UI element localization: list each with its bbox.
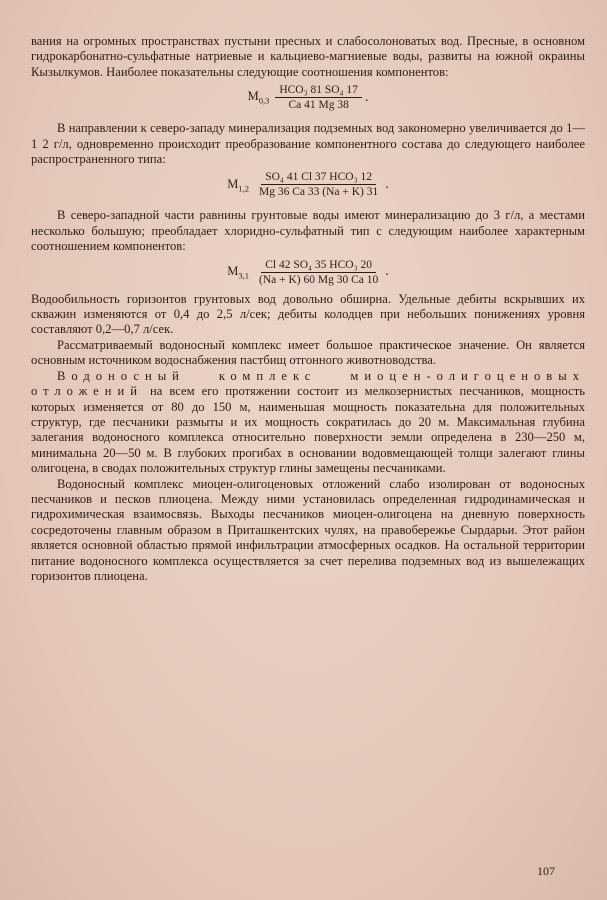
formula-2-lead: $M_{1,2}$ [227, 176, 249, 194]
formula-1-denominator: Ca 41 Mg 38 [288, 99, 349, 112]
paragraph-3: В северо-западной части равнины грунтовые воды имеют минерализацию до 3 г/л, а местами несколько большую; преобладает хлоридно-сульфатный тип с следующим наиболее характерным соотношением компонентов: [31, 208, 585, 254]
section-heading-spaced: Водоносный комплекс миоцен-олигоценовых отложений [31, 368, 585, 399]
formula-3-end: . [385, 264, 389, 280]
formula-2 [31, 171, 585, 198]
formula-3-lead: $M_{3,1}$ [227, 263, 249, 281]
paragraph-7: Водоносный комплекс миоцен-олигоценовых отложений слабо изолирован от водоносных песчаников и песков плиоцена. Между ними установилась определенная гидродинамическая и гидрохимическая взаимосвязь. Выходы песчаников миоцен-олигоцена на дневную поверхность сосредоточены главным образом в Приташкентских чулях, на правобережье Сырдарьи. Этот район является основной областью прямой инфильтрации атмосферных осадков. На остальной территории питание водоносного комплекса осуществляется за счет перелива подземных вод из вышележащих горизонтов плиоцена. [31, 476, 585, 583]
formula-1-lead: $M_{0,3}$ [247, 89, 270, 106]
paragraph-6 [31, 369, 585, 477]
formula-3-denominator: (Na + K) 60 Mg 30 Ca 10 [259, 273, 379, 286]
formula-2-end: . [385, 176, 389, 192]
formula-1 [31, 84, 585, 111]
formula-3-numerator: Cl 42 SO₄ 35 HCO₃ 20 [261, 259, 376, 273]
paragraph-1: вания на огромных пространствах пустыни пресных и слабосолоноватых вод. Пресные, в основном гидрокарбонатно-сульфатные натриевые и кальциево-магниевые воды, развиты на южной окраины Кызылкумов. Наиболее показательны следующие соотношения компонентов: [31, 34, 585, 79]
formula-2-denominator: Mg 36 Ca 33 (Na + K) 31 [259, 186, 379, 199]
formula-1-end: . [364, 89, 369, 105]
formula-2-numerator: SO₄ 41 Cl 37 HCO₃ 12 [261, 171, 376, 185]
formula-1-fraction [275, 84, 362, 111]
paragraph-4: Водообильность горизонтов грунтовых вод довольно обширна. Удельные дебиты вскрывших их скважин изменяются от 0,4 до 2,5 л/сек; дебиты колодцев при небольших понижениях уровня составляют 0,2—0,7 л/сек. [31, 291, 585, 337]
page-number: 107 [537, 864, 555, 878]
paragraph-2: В направлении к северо-западу минерализация подземных вод закономерно увеличивается до 1—1 2 г/л, одновременно происходит преобразование компонентного состава до следующего наиболее распространенного типа: [31, 121, 585, 167]
formula-3 [31, 259, 585, 286]
formula-1-numerator: HCO₃ 81 SO₄ 17 [275, 84, 362, 98]
formula-3-fraction [255, 259, 382, 286]
paragraph-6-text: на всем его протяжении состоит из мелкозернистых песчаников, мощность которых изменяется от 80 до 150 м, наименьшая мощность показательна для положительных структур, где песчаники размыты и их мощность сократилась до 20 м. Максимальная глубина залегания водоносного комплекса относительно поверхности земли определена в 230—250 м, минимальна 20—50 м. В глубоких прогибах в основании водовмещающей толщи залегают глины олигоцена, в сводах положительных структур глины замещены песчаниками. [31, 384, 585, 476]
paragraph-5: Рассматриваемый водоносный комплекс имеет большое практическое значение. Он является основным источником водоснабжения пастбищ отгонного животноводства. [31, 337, 585, 368]
formula-2-fraction [255, 171, 382, 198]
